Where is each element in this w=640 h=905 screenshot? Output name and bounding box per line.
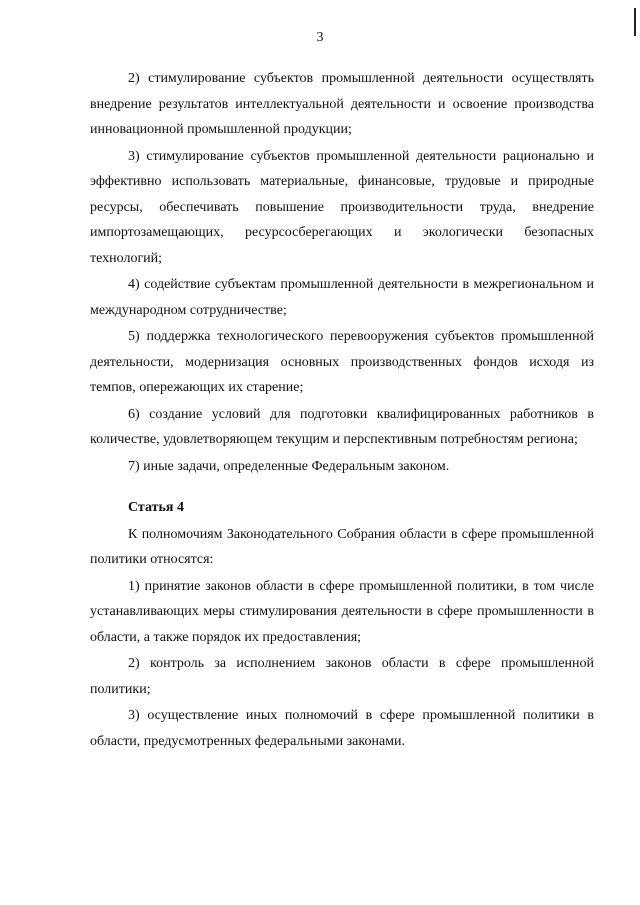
article-item-2: 2) контроль за исполнением законов области в сфере промышленной политики; [90,656,594,697]
list-item-7: 7) иные задачи, определенные Федеральным законом. [128,458,450,474]
list-item-4: 4) содействие субъектам промышленной деятельности в межрегиональном и международном сотрудничестве; [90,277,594,318]
list-item-5: 5) поддержка технологического перевооружения субъектов промышленной деятельности, модернизация основных производственных фондов исходя из темпов, опережающих их старение; [90,329,594,395]
list-item-2: 2) стимулирование субъектов промышленной деятельности осуществлять внедрение результатов интеллектуальной деятельности и освоение производства инновационной промышленной продукции; [90,71,594,137]
article-intro: К полномочиям Законодательного Собрания области в сфере промышленной политики относятся: [90,526,594,567]
list-item-3: 3) стимулирование субъектов промышленной деятельности рационально и эффективно использовать материальные, финансовые, трудовые и природные ресурсы, обеспечивать повышение производительности труда, внедрение импортозамещающих, ресурсосберегающих и экологически безопасных технологий; [90,148,594,266]
list-item-6: 6) создание условий для подготовки квалифицированных работников в количестве, удовлетворяющем текущим и перспективным потребностям региона; [90,406,594,447]
document-body [90,66,594,755]
article-heading: Статья 4 [128,500,184,515]
page-number: 3 [316,30,324,45]
article-item-3: 3) осуществление иных полномочий в сфере промышленной политики в области, предусмотренных федеральными законами. [90,708,594,749]
article-item-1: 1) принятие законов области в сфере промышленной политики, в том числе устанавливающих меры стимулирования деятельности в сфере промышленности в области, а также порядок их предоставления; [90,578,594,645]
